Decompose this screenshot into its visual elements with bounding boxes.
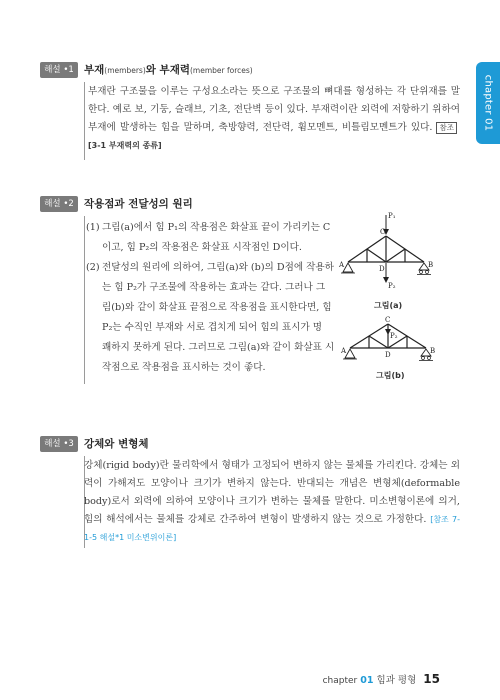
item-line: 이고, 힘 P₂의 작용점은 화살표 시작점인 D이다.	[102, 242, 302, 253]
list-item	[86, 258, 344, 378]
item-line: 쾌하지 못하게 된다. 그러므로 그림(a)와 같이 화살표 시	[102, 342, 335, 353]
roller-icon	[420, 271, 423, 274]
section-title: 강체와 변형체	[84, 438, 149, 450]
roller-icon	[422, 357, 425, 360]
item-line: 전달성의 원리에 의하여, 그림(a)와 (b)의 D점에 작용하	[102, 262, 334, 273]
paragraph-text: 부재란 구조물을 이루는 구성요소라는 뜻으로 구조물의 뼈대를 형성하는 각 단위재를 말한다. 예로 보, 기둥, 슬래브, 기초, 전단벽 등이 있다. 부재력이란 외력에 저항하기 위하여 부재에 발생하는 힘을 말하며, 축방향력, 전단력, 휨모멘트, 비틀림모멘트가 있다.	[88, 86, 460, 133]
truss-figure-a	[338, 210, 438, 306]
reference-link[interactable]: [참조 7-1-5 해설*1 미소변위이론]	[84, 515, 460, 542]
section-badge: 해설 •2	[40, 196, 78, 212]
item-number: (2)	[86, 262, 100, 273]
pin-support-icon	[343, 263, 353, 272]
label-b: B	[428, 261, 434, 269]
label-a: A	[339, 261, 345, 269]
label-c: C	[380, 228, 386, 236]
label-p1: P₁	[388, 212, 396, 220]
title-en: (member forces)	[189, 66, 253, 75]
title-en: (members)	[104, 66, 146, 75]
label-d: D	[379, 265, 385, 273]
item-line: P₂는 수직인 부재와 서로 겹치게 되어 힘의 표시가 명	[102, 322, 323, 333]
pin-support-icon	[345, 349, 355, 358]
section-body	[84, 62, 460, 155]
truss-member	[369, 336, 388, 348]
section-paragraph	[84, 457, 460, 547]
item-line: 림(b)와 같이 화살표 끝점으로 작용점을 표시한다면, 힘	[102, 302, 332, 313]
footer-chapter-number: 01	[360, 675, 374, 686]
section-title	[84, 62, 460, 78]
item-list	[86, 218, 344, 378]
label-d: D	[385, 351, 391, 359]
truss-member	[386, 249, 405, 262]
figure-a-caption: 그림(a)	[374, 301, 403, 310]
roller-icon	[428, 357, 431, 360]
section-members	[40, 62, 460, 158]
list-item	[86, 218, 344, 258]
item-line: 는 힘 P₂가 구조물에 작용하는 효과는 같다. 그러나 그	[102, 282, 326, 293]
figure-b-caption: 그림(b)	[376, 371, 405, 380]
label-b: B	[430, 347, 436, 355]
chapter-tab-label: chapter 01	[482, 74, 494, 132]
label-a: A	[341, 347, 347, 355]
section-paragraph	[88, 83, 460, 155]
roller-icon	[426, 271, 429, 274]
label-p2: P₂	[388, 282, 396, 290]
section-rigid-body	[40, 436, 460, 556]
section-body	[84, 436, 460, 547]
label-c: C	[385, 316, 391, 324]
page-number: 15	[423, 672, 440, 686]
page-footer	[323, 672, 440, 686]
section-badge: 해설 •3	[40, 436, 78, 452]
truss-figure-b	[340, 316, 440, 368]
paragraph-text: 강체(rigid body)란 물리학에서 형태가 고정되어 변하지 않는 물체를 가리킨다. 강체는 외력이 가해져도 모양이나 크기가 변하지 않는다. 반대되는 개념은 변형체(deformable body)로서 외력에 의하여 모양이나 크기가 변하는 물체를 말한다. 미소변형이론에 의거, 힘의 해석에서는 물체를 강체로 간주하여 변형이 발생하지 않는 것으로 가정한다.	[84, 460, 460, 525]
reference-text: [3-1 부재력의 종류]	[88, 141, 162, 150]
label-p2: P₂	[390, 332, 398, 340]
item-line: 그림(a)에서 힘 P₁의 작용점은 화살표 끝이 가리키는 C	[102, 222, 331, 233]
section-title: 작용점과 전달성의 원리	[84, 198, 193, 210]
item-line: 작점으로 작용점을 표시하는 것이 좋다.	[102, 362, 266, 373]
chapter-tab	[476, 62, 500, 144]
footer-chapter-title: 힘과 평형	[376, 675, 417, 686]
reference-tag: 참조	[436, 122, 457, 134]
title-part: 와 부재력	[145, 64, 190, 76]
section-badge: 해설 •1	[40, 62, 78, 78]
item-number: (1)	[86, 222, 100, 233]
truss-member	[367, 249, 386, 262]
footer-chapter-word: chapter	[322, 676, 358, 686]
title-part: 부재	[84, 64, 105, 76]
